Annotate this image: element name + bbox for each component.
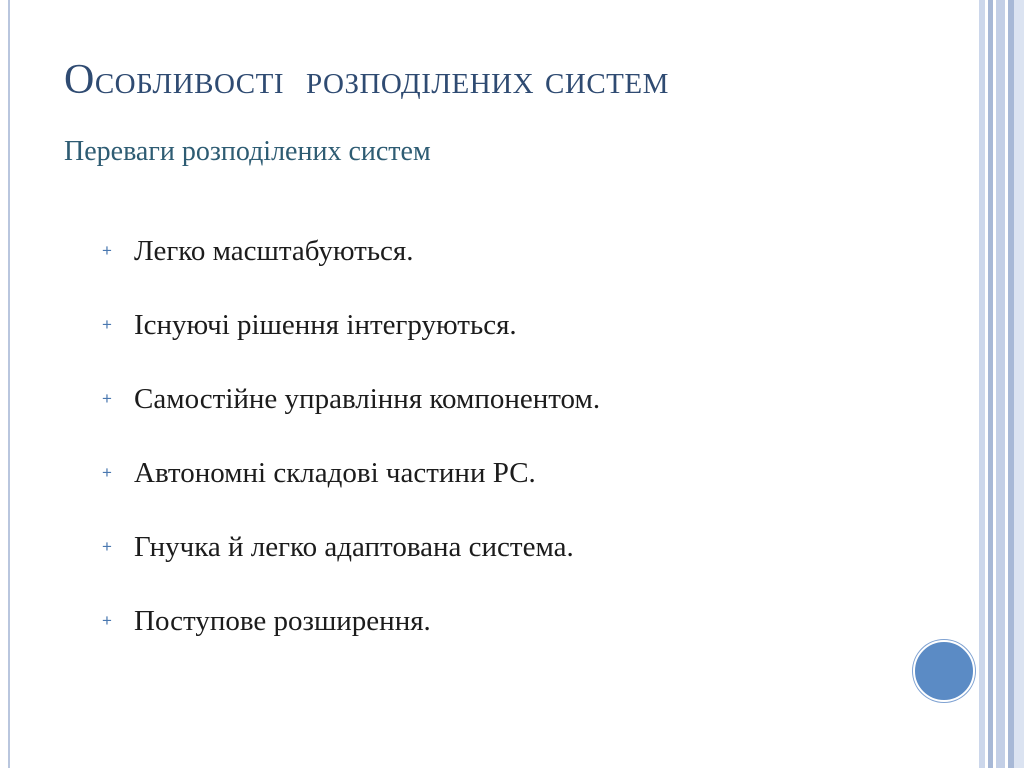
slide-subtitle: Переваги розподілених систем bbox=[64, 136, 431, 167]
bullet-item bbox=[100, 584, 600, 658]
plus-icon: + bbox=[102, 611, 112, 630]
bullet-text: Легко масштабуються. bbox=[134, 234, 414, 267]
right-border-stripe bbox=[1014, 0, 1024, 768]
bullet-item bbox=[100, 214, 600, 288]
bullet-text: Самостійне управління компонентом. bbox=[134, 382, 601, 415]
plus-icon: + bbox=[102, 463, 112, 482]
bullet-item bbox=[100, 288, 600, 362]
bullet-item bbox=[100, 362, 600, 436]
plus-icon: + bbox=[102, 241, 112, 260]
right-border-stripe bbox=[996, 0, 1005, 768]
bullet-text: Поступове розширення. bbox=[134, 604, 431, 637]
plus-icon: + bbox=[102, 315, 112, 334]
left-frame-line bbox=[8, 0, 10, 768]
plus-icon: + bbox=[102, 537, 112, 556]
plus-icon: + bbox=[102, 389, 112, 408]
bullet-list bbox=[100, 214, 600, 658]
slide-title: Особливості розподілених систем bbox=[64, 57, 669, 103]
bullet-text: Автономні складові частини РС. bbox=[134, 456, 536, 489]
bullet-item bbox=[100, 436, 600, 510]
bullet-text: Гнучка й легко адаптована система. bbox=[134, 530, 574, 563]
bullet-text: Існуючі рішення інтегруються. bbox=[134, 308, 517, 341]
bullet-item bbox=[100, 510, 600, 584]
decorative-circle bbox=[913, 640, 975, 702]
